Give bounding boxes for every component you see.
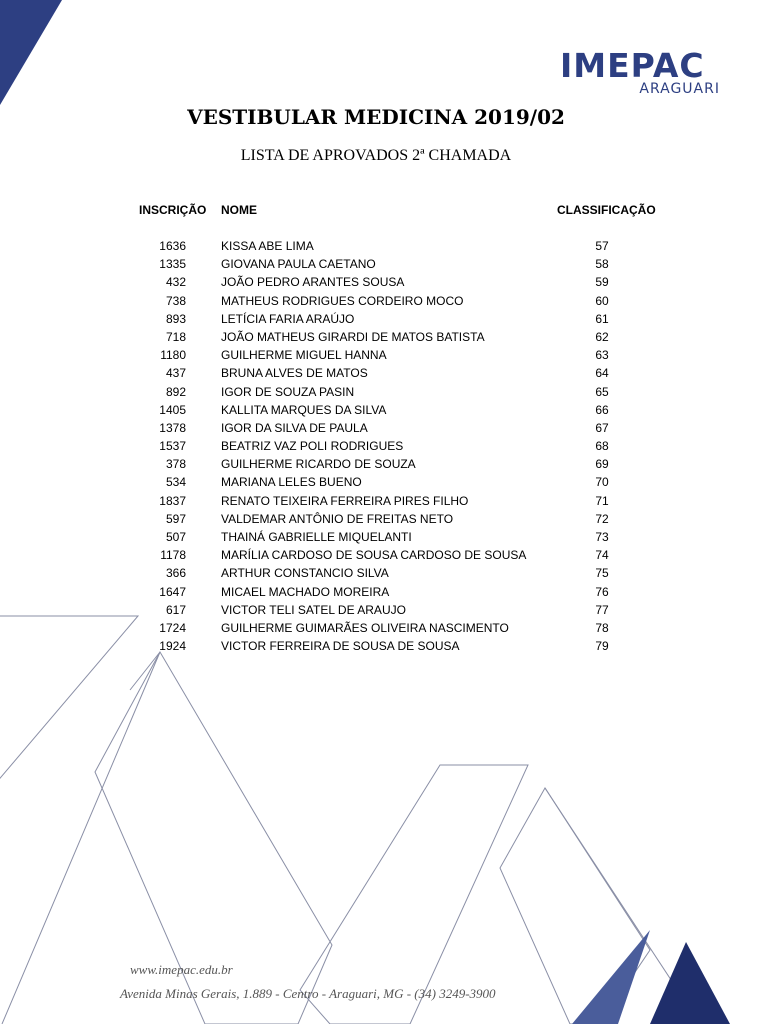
logo-city: ARAGUARI [639, 81, 720, 97]
cell-nome: GIOVANA PAULA CAETANO [221, 257, 376, 272]
corner-triangle-dark [650, 942, 730, 1024]
table-row [0, 492, 768, 510]
cell-classificacao: 67 [595, 420, 609, 435]
table-row [0, 401, 768, 419]
table-row [0, 328, 768, 346]
cell-classificacao: 57 [595, 239, 609, 253]
cell-classificacao: 69 [595, 457, 609, 472]
cell-classificacao: 61 [595, 311, 609, 326]
cell-nome: THAINÁ GABRIELLE MIQUELANTI [221, 530, 412, 544]
cell-inscricao: 1724 [159, 620, 186, 635]
column-header-nome: NOME [221, 203, 257, 217]
cell-inscricao: 366 [165, 566, 186, 581]
cell-nome: IGOR DA SILVA DE PAULA [221, 420, 368, 435]
cell-nome: GUILHERME MIGUEL HANNA [221, 348, 387, 363]
corner-triangle-light [572, 930, 650, 1024]
cell-inscricao: 378 [165, 457, 186, 472]
cell-classificacao: 68 [595, 439, 609, 454]
table-row [0, 419, 768, 437]
cell-nome: MICAEL MACHADO MOREIRA [221, 584, 390, 599]
table-row [0, 601, 768, 619]
table-row [0, 510, 768, 528]
cell-inscricao: 1180 [160, 348, 186, 363]
corner-stripe-shape [0, 0, 62, 105]
cell-nome: VALDEMAR ANTÔNIO DE FREITAS NETO [221, 511, 454, 526]
logo-wordmark: IMEPAC [560, 46, 705, 85]
cell-inscricao: 1335 [159, 257, 186, 272]
cell-nome: BRUNA ALVES DE MATOS [221, 366, 368, 381]
table-row [0, 273, 768, 291]
cell-inscricao: 1647 [159, 584, 186, 599]
cell-inscricao: 534 [165, 475, 186, 490]
cell-inscricao: 718 [165, 329, 186, 344]
footer-address: Avenida Minas Gerais, 1.889 - Centro - Araguari, MG - (34) 3249-3900 [120, 986, 496, 1001]
column-header-inscricao: INSCRIÇÃO [139, 203, 207, 217]
cell-inscricao: 1378 [159, 420, 186, 435]
cell-classificacao: 65 [595, 384, 609, 399]
cell-nome: MARIANA LELES BUENO [221, 475, 362, 490]
cell-nome: IGOR DE SOUZA PASIN [221, 384, 355, 399]
cell-classificacao: 71 [595, 493, 609, 508]
cell-nome: RENATO TEIXEIRA FERREIRA PIRES FILHO [221, 493, 469, 508]
cell-nome: VICTOR TELI SATEL DE ARAUJO [221, 602, 406, 617]
cell-classificacao: 62 [595, 329, 609, 344]
table-row [0, 546, 768, 564]
table-row [0, 346, 768, 364]
cell-nome: LETÍCIA FARIA ARAÚJO [221, 311, 355, 326]
imepac-logo [560, 48, 722, 100]
cell-inscricao: 1178 [160, 548, 186, 563]
approved-list [0, 237, 768, 655]
cell-nome: JOÃO PEDRO ARANTES SOUSA [221, 275, 405, 290]
cell-inscricao: 597 [165, 511, 186, 526]
cell-classificacao: 79 [595, 639, 609, 654]
table-row [0, 619, 768, 637]
table-row [0, 310, 768, 328]
cell-classificacao: 78 [595, 620, 609, 635]
cell-nome: GUILHERME RICARDO DE SOUZA [221, 457, 416, 472]
cell-nome: KISSA ABE LIMA [221, 239, 314, 253]
watermark-lines [0, 616, 700, 1024]
cell-nome: MARÍLIA CARDOSO DE SOUSA CARDOSO DE SOUSA [221, 548, 527, 563]
cell-classificacao: 59 [595, 275, 609, 290]
cell-inscricao: 507 [165, 530, 186, 544]
cell-inscricao: 617 [165, 602, 186, 617]
cell-inscricao: 1837 [159, 493, 186, 508]
cell-inscricao: 1537 [159, 439, 186, 454]
table-row [0, 292, 768, 310]
table-row [0, 455, 768, 473]
cell-nome: MATHEUS RODRIGUES CORDEIRO MOCO [221, 293, 464, 308]
cell-nome: KALLITA MARQUES DA SILVA [221, 402, 387, 417]
cell-classificacao: 70 [595, 475, 609, 490]
table-row [0, 583, 768, 601]
document-title: VESTIBULAR MEDICINA 2019/02 [187, 105, 565, 129]
cell-inscricao: 1924 [159, 639, 186, 654]
cell-classificacao: 64 [595, 366, 609, 381]
table-row [0, 237, 768, 255]
table-row [0, 364, 768, 382]
table-row [0, 564, 768, 582]
cell-nome: ARTHUR CONSTANCIO SILVA [221, 566, 389, 581]
table-row [0, 255, 768, 273]
cell-classificacao: 75 [595, 566, 609, 581]
column-header-classificacao: CLASSIFICAÇÃO [557, 203, 656, 217]
table-row [0, 383, 768, 401]
cell-classificacao: 74 [595, 548, 609, 563]
cell-inscricao: 1636 [159, 239, 186, 253]
footer-website: www.imepac.edu.br [130, 962, 233, 977]
cell-classificacao: 66 [595, 402, 609, 417]
table-row [0, 473, 768, 491]
cell-nome: GUILHERME GUIMARÃES OLIVEIRA NASCIMENTO [221, 620, 509, 635]
cell-classificacao: 58 [595, 257, 609, 272]
cell-inscricao: 1405 [159, 402, 186, 417]
cell-nome: VICTOR FERREIRA DE SOUSA DE SOUSA [221, 639, 460, 654]
document-subtitle: LISTA DE APROVADOS 2ª CHAMADA [240, 147, 512, 164]
cell-classificacao: 72 [595, 511, 609, 526]
cell-classificacao: 76 [595, 584, 609, 599]
table-row [0, 528, 768, 546]
cell-classificacao: 73 [595, 530, 609, 544]
cell-inscricao: 738 [165, 293, 186, 308]
cell-inscricao: 892 [165, 384, 186, 399]
cell-inscricao: 432 [165, 275, 186, 290]
cell-nome: JOÃO MATHEUS GIRARDI DE MATOS BATISTA [221, 329, 485, 344]
cell-inscricao: 437 [165, 366, 186, 381]
table-row [0, 437, 768, 455]
cell-nome: BEATRIZ VAZ POLI RODRIGUES [221, 439, 404, 454]
cell-classificacao: 63 [595, 348, 609, 363]
table-row [0, 637, 768, 655]
cell-inscricao: 893 [165, 311, 186, 326]
cell-classificacao: 60 [595, 293, 609, 308]
cell-classificacao: 77 [595, 602, 609, 617]
